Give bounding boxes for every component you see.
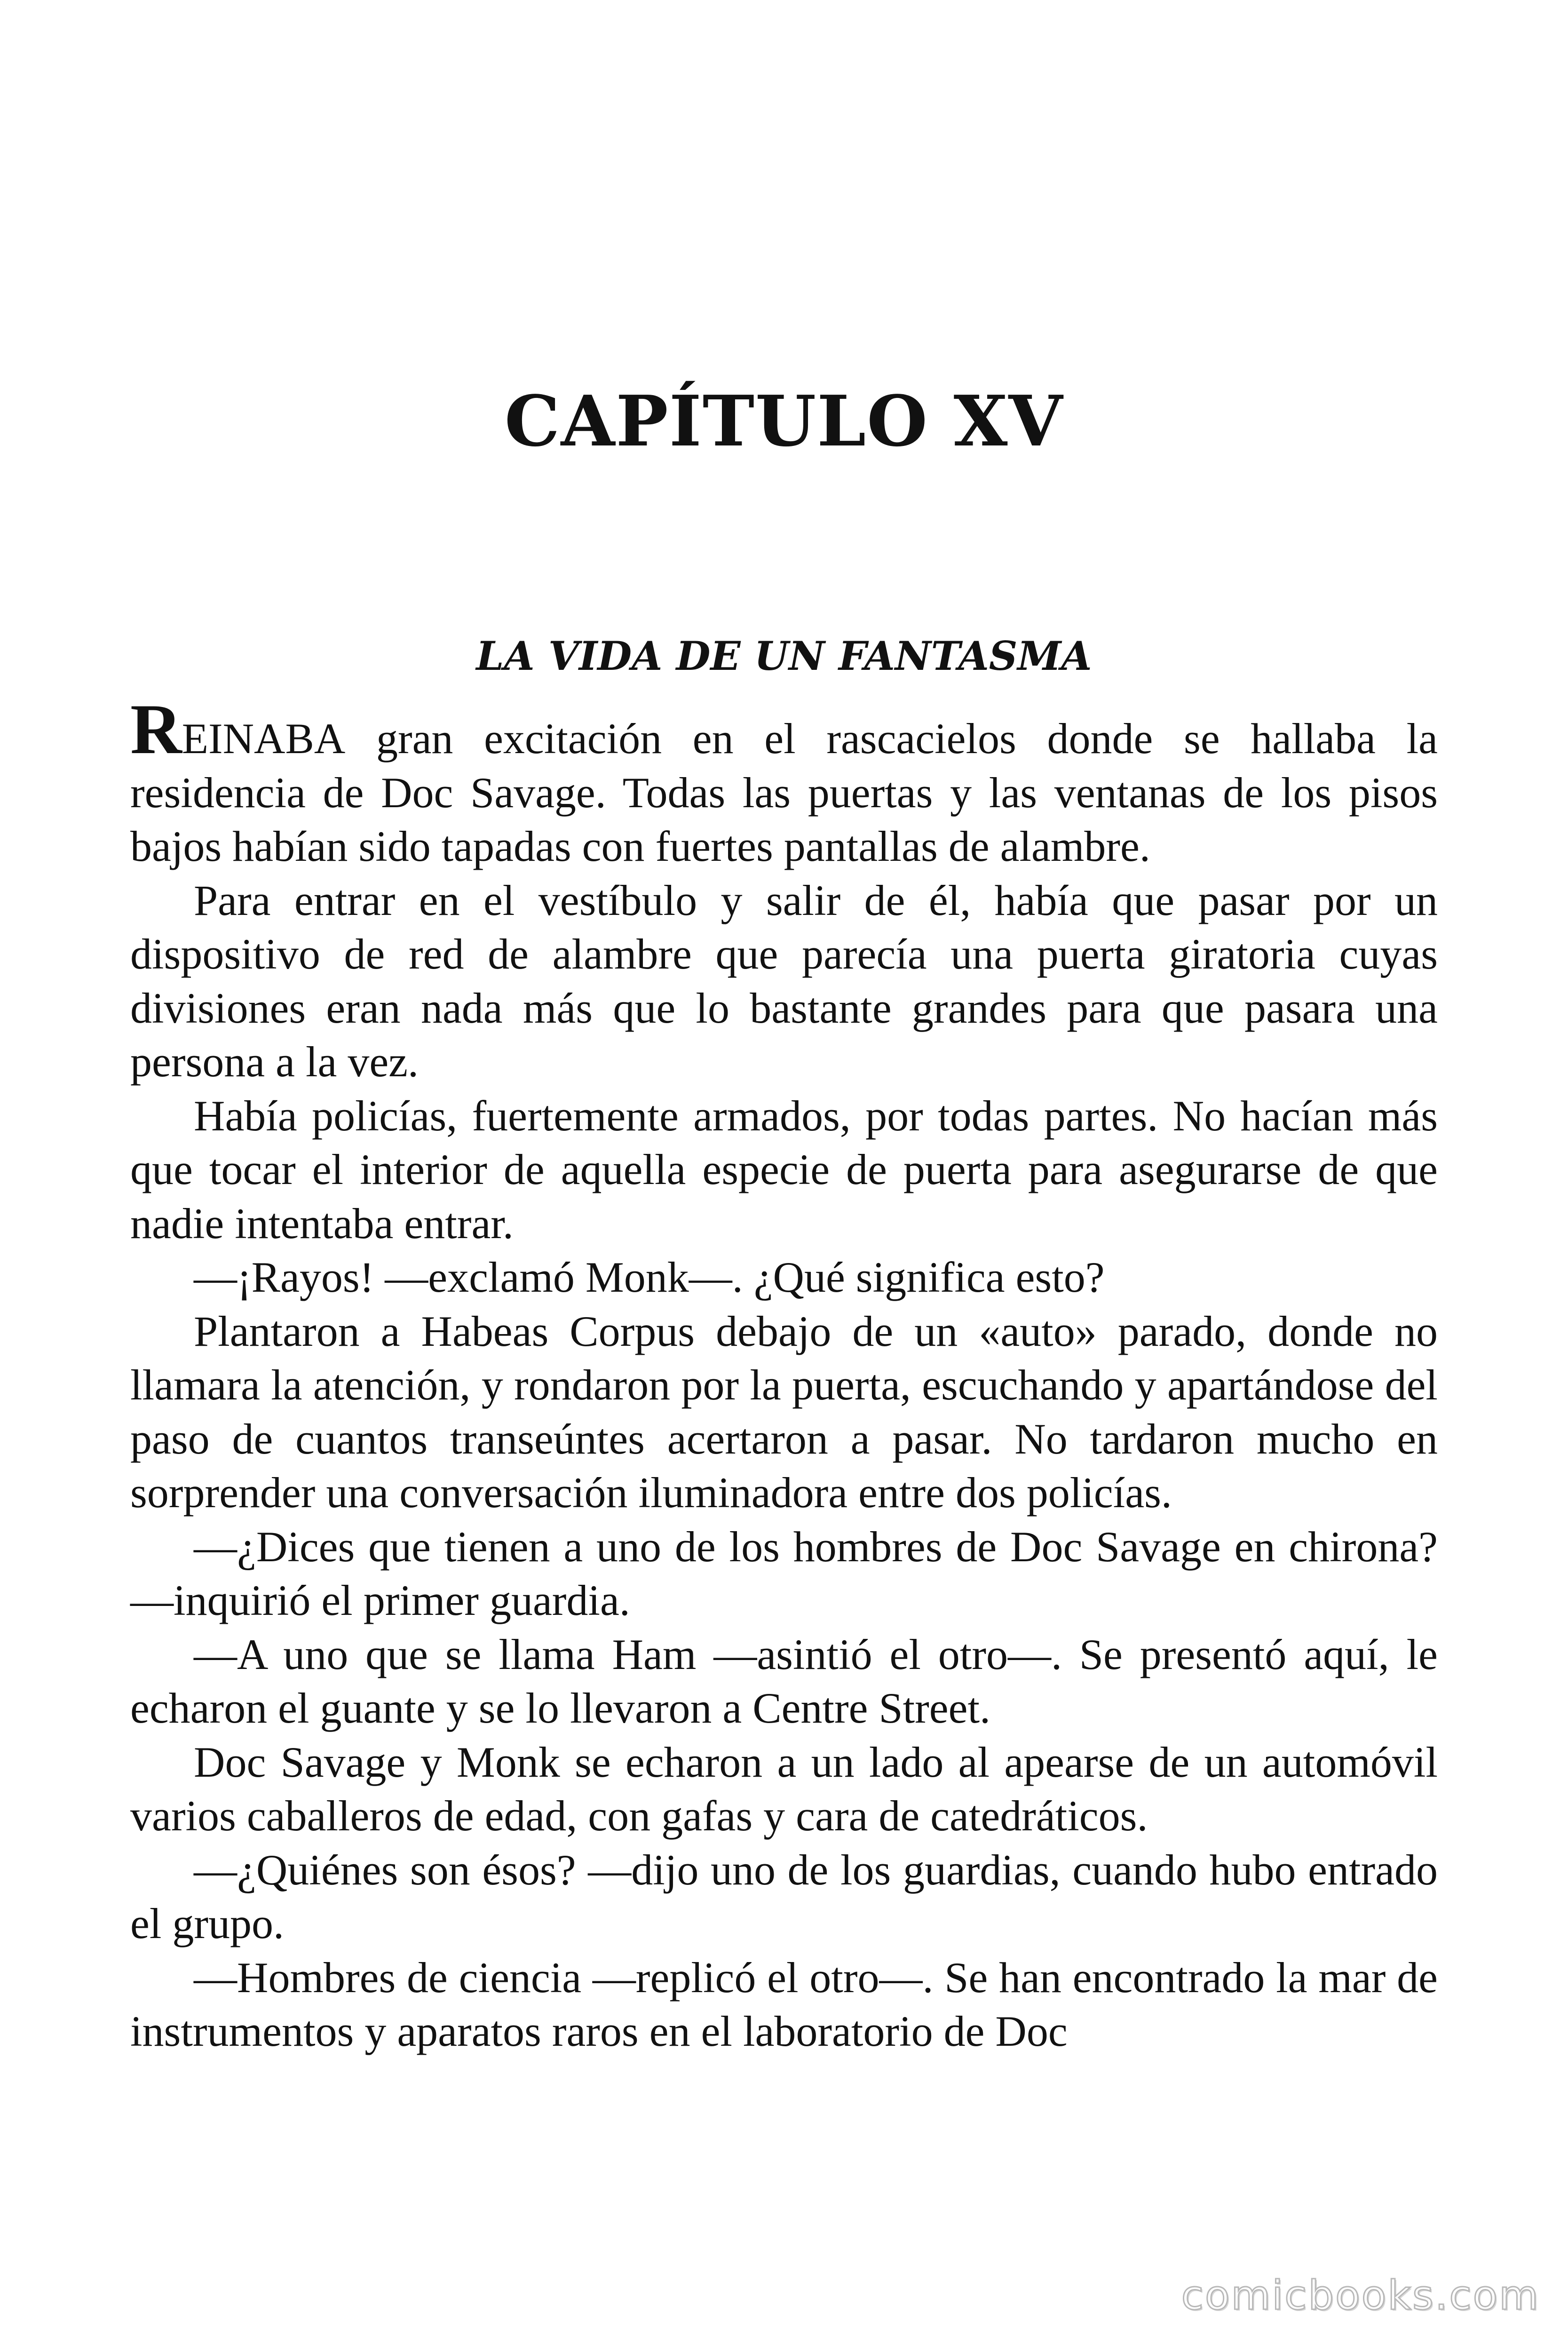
paragraph: —¡Rayos! —exclamó Monk—. ¿Qué significa esto?: [194, 1253, 1105, 1301]
first-word-smallcaps: EINABA: [182, 715, 346, 763]
paragraph-first: [130, 690, 1438, 874]
chapter-body: [130, 690, 1438, 2058]
chapter-title: CAPÍTULO XV: [504, 380, 1064, 462]
paragraph: Doc Savage y Monk se echaron a un lado al apearse de un automóvil varios caballeros de edad, con gafas y cara de catedráticos.: [130, 1738, 1438, 1840]
watermark-text: comicbooks.com: [1181, 2272, 1540, 2319]
paragraph: —¿Quiénes son ésos? —dijo uno de los guardias, cuando hubo entrado el grupo.: [130, 1845, 1438, 1947]
first-paragraph-text: gran excitación en el rascacielos donde se hallaba la residencia de Doc Savage. Todas las puertas y las ventanas de los pisos bajos habían sido tapadas con fuertes pantallas de alambre.: [130, 715, 1438, 870]
paragraph: —¿Dices que tienen a uno de los hombres de Doc Savage en chirona? —inquirió el primer guardia.: [130, 1522, 1438, 1624]
paragraph: Había policías, fuertemente armados, por todas partes. No hacían más que tocar el interior de aquella especie de puerta para asegurarse de que nadie intentaba entrar.: [130, 1091, 1438, 1248]
paragraph: Plantaron a Habeas Corpus debajo de un «auto» parado, donde no llamara la atención, y rondaron por la puerta, escuchando y apartándose del paso de cuantos transeúntes acertaron a pasar. No tardaron mucho en sorprender una conversación iluminadora entre dos policías.: [130, 1307, 1438, 1517]
paragraph: Para entrar en el vestíbulo y salir de él, había que pasar por un dispositivo de red de alambre que parecía una puerta giratoria cuyas divisiones eran nada más que lo bastante grandes para que pasara una persona a la vez.: [130, 876, 1438, 1086]
paragraph: —A uno que se llama Ham —asintió el otro—. Se presentó aquí, le echaron el guante y se lo llevaron a Centre Street.: [130, 1630, 1438, 1732]
chapter-subtitle: LA VIDA DE UN FANTASMA: [476, 633, 1092, 679]
paragraph: —Hombres de ciencia —replicó el otro—. Se han encontrado la mar de instrumentos y aparatos raros en el laboratorio de Doc: [130, 1953, 1438, 2055]
drop-cap: R: [130, 690, 182, 769]
